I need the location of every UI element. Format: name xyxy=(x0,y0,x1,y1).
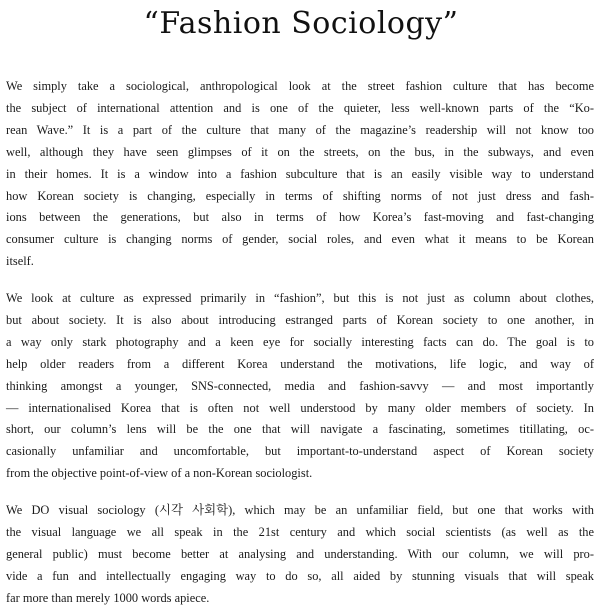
paragraph-line: casionally unfamiliar and uncomfortable, but important-to-understand aspect of Korean society xyxy=(6,444,594,459)
paragraph-line: ions between the generations, but also in terms of how Korea’s fast-moving and fast-changing xyxy=(6,210,594,225)
paragraph-line: the visual language we all speak in the 21st century and which social scientists (as well as the xyxy=(6,524,594,539)
paragraph-line: far more than merely 1000 words apiece. xyxy=(6,590,210,605)
paragraph-line: from the objective point-of-view of a non-Korean sociologist. xyxy=(6,466,313,481)
paragraph-line: a way only stark photography and a keen eye for socially interesting facts can do. The goal is to xyxy=(6,334,594,349)
page-title: “Fashion Sociology” xyxy=(143,6,459,41)
paragraph-line: itself. xyxy=(6,254,34,269)
paragraph-visual-sociology xyxy=(6,500,594,606)
paragraph-culture xyxy=(6,288,594,485)
paragraph-line: We look at culture as expressed primarily in “fashion”, but this is not just as column about clothes, xyxy=(6,291,594,305)
paragraph-line: We simply take a sociological, anthropological look at the street fashion culture that has become xyxy=(6,79,594,93)
paragraph-line: the subject of international attention and is one of the quieter, less well-known parts of the “Ko- xyxy=(6,100,594,115)
paragraph-line: general public) must become better at analysing and understanding. With our column, we will pro- xyxy=(6,546,594,561)
paragraph-line: how Korean society is changing, especially in terms of shifting norms of not just dress and fash- xyxy=(6,188,594,203)
paragraph-line: We DO visual sociology (시각 사회학), which may be an unfamiliar field, but one that works with xyxy=(6,503,594,517)
paragraph-line: thinking amongst a younger, SNS-connected, media and fashion-savvy — and most importantly xyxy=(6,378,594,393)
paragraph-line: but about society. It is also about introducing estranged parts of Korean society to one another, in xyxy=(6,312,594,327)
paragraph-line: short, our column’s lens will be the one that will navigate a fascinating, sometimes titillating, oc- xyxy=(6,422,594,437)
paragraph-line: well, although they have seen glimpses of it on the streets, on the bus, in the subways, and even xyxy=(6,144,594,159)
paragraph-line: rean Wave.” It is a part of the culture that many of the magazine’s readership will not know too xyxy=(6,122,594,137)
paragraph-line: vide a fun and intellectually engaging way to do so, all aided by stunning visuals that will speak xyxy=(6,568,594,583)
paragraph-line: — internationalised Korea that is often not well understood by many older members of society. In xyxy=(6,400,594,415)
paragraph-intro xyxy=(6,76,594,273)
paragraph-line: help older readers from a different Korea understand the motivations, life logic, and way of xyxy=(6,356,594,371)
paragraph-line: consumer culture is changing norms of gender, social roles, and even what it means to be Korean xyxy=(6,232,594,247)
paragraph-line: in their homes. It is a window into a fashion subculture that is an easily visible way to understand xyxy=(6,166,594,181)
